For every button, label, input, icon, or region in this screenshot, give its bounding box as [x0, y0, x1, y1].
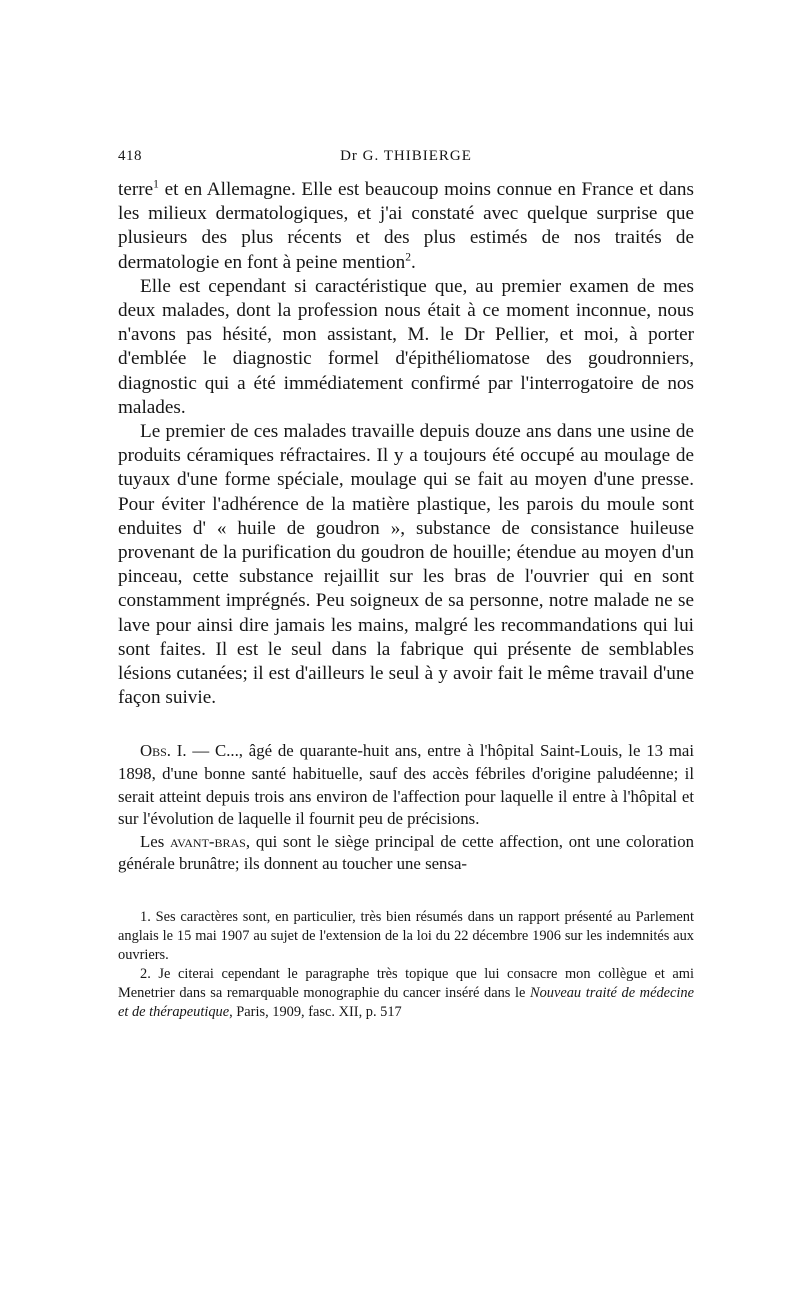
- running-head: [118, 140, 694, 170]
- paragraph-1-start: terre: [118, 179, 154, 200]
- observation-section: [118, 740, 694, 876]
- running-title: Dr G. THIBIERGE: [340, 148, 472, 164]
- page-number: 418: [118, 148, 142, 164]
- footnote-2: [118, 965, 694, 1022]
- paragraph-3: Le premier de ces malades travaille depuis douze ans dans une usine de produits céramiques réfractaires. Il y a toujours été occupé au moulage de tuyaux d'une forme spéciale, moulage qui se fait au moyen d'une presse. Pour éviter l'adhérence de la matière plastique, les parois du moule sont enduites d' « huile de goudron », substance de consistance huileuse provenant de la purification du goudron de houille; étendue au moyen d'un pinceau, cette substance rejaillit sur les bras de l'ouvrier qui en sont constamment imprégnés. Peu soigneux de sa personne, notre malade ne se lave pour ainsi dire jamais les mains, malgré les recommandations qui lui sont faites. Il est le seul dans la fabrique qui présente de semblables lésions cutanées; il est d'ailleurs le seul à y avoir fait le même travail d'une façon suivie.: [118, 421, 694, 709]
- paragraph-1: [118, 178, 694, 275]
- observation-text-2-end: , qui sont le siège principal de cette affection, ont une coloration générale brunâtre; ils donnent au toucher une sensa-: [118, 831, 694, 874]
- body-text: [118, 178, 694, 710]
- observation-label: Obs. I.: [140, 741, 187, 761]
- footnote-1: 1. Ses caractères sont, en particulier, très bien résumés dans un rapport présenté au Parlement anglais le 15 mai 1907 au sujet de l'extension de la loi du 22 décembre 1906 sur les indemnités aux ouvriers.: [118, 909, 694, 964]
- observation-term: avant-bras: [170, 831, 246, 851]
- observation-text-1: — C..., âgé de quarante-huit ans, entre à l'hôpital Saint-Louis, le 13 mai 1898, d'une bonne santé habituelle, sauf des accès fébriles d'origine paludéenne; il serait atteint depuis trois ans environ de l'affection pour laquelle il entre à l'hôpital et sur l'évolution de laquelle il fournit peu de précisions.: [118, 741, 694, 829]
- paragraph-1-end: .: [410, 251, 416, 273]
- paragraph-1-body: et en Allemagne. Elle est beaucoup moins connue en France et dans les milieux dermatologiques, et j'ai constaté avec quelque surprise que plusieurs des plus récents et des plus estimés de nos traités de dermatologie en font à peine mention: [118, 179, 694, 273]
- footnote-2-start: 2. Je citerai cependant le paragraphe très topique que lui consacre mon collègue et ami Menetrier dans sa remarquable monographie du cancer inséré dans le: [118, 966, 694, 1002]
- observation-text-2-start: Les: [140, 831, 171, 851]
- book-page: [118, 140, 694, 1022]
- observation-paragraph-1: [118, 740, 694, 830]
- footnote-ref-2[interactable]: 2: [405, 251, 411, 264]
- paragraph-2: Elle est cependant si caractéristique que, au premier examen de mes deux malades, dont la profession nous était à ce moment inconnue, nous n'avons pas hésité, mon assistant, M. le Dr Pellier, et moi, à porter d'emblée le diagnostic formel d'épithéliomatose des goudronniers, diagnostic qui a été immédiatement confirmé par l'interrogatoire de nos malades.: [118, 275, 694, 418]
- footnote-2-end: , Paris, 1909, fasc. XII, p. 517: [229, 1004, 402, 1021]
- footnotes: [118, 908, 694, 1022]
- footnote-2-title: Nouveau traité de médecine et de thérapeutique: [118, 985, 695, 1021]
- observation-paragraph-2: [118, 831, 694, 876]
- footnote-ref-1[interactable]: 1: [153, 178, 159, 191]
